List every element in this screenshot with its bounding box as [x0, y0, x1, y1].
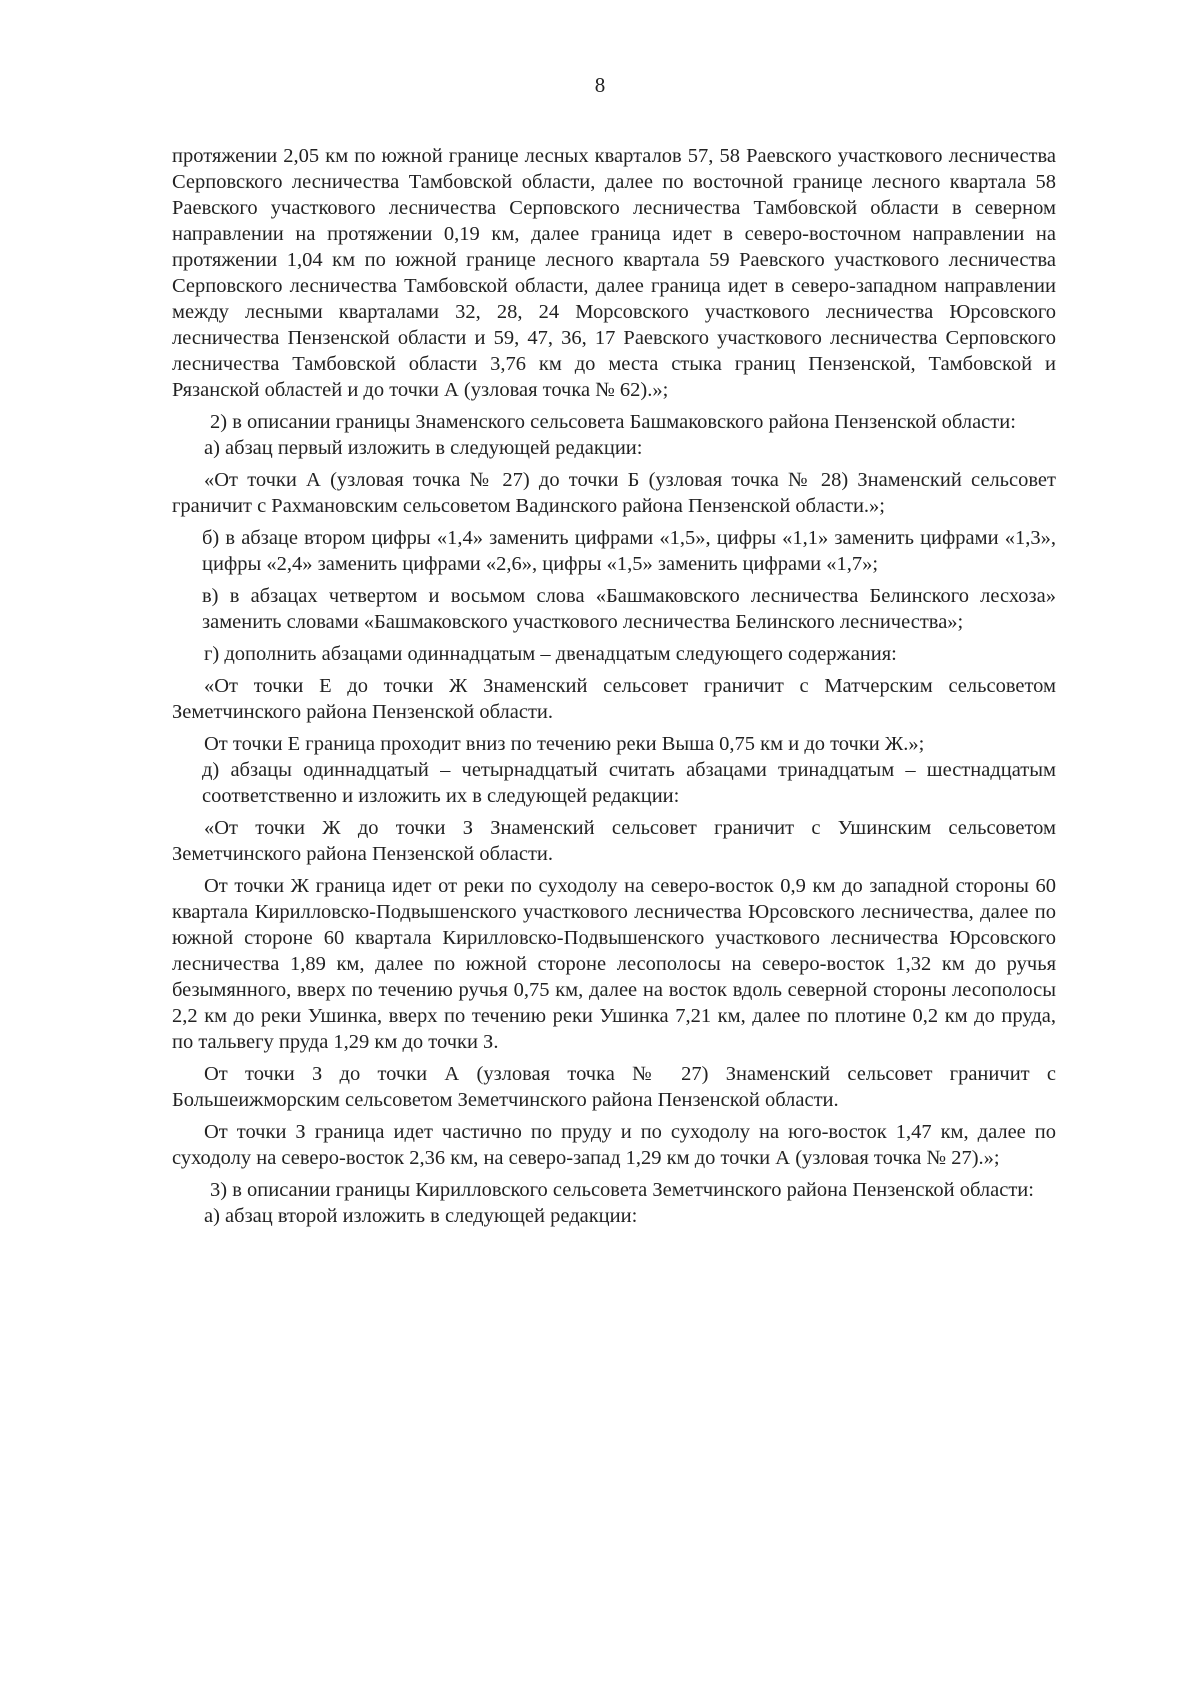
paragraph: в) в абзацах четвертом и восьмом слова «Башмаковского лесничества Белинского лесхоза» заменить словами «Башмаковского участкового лесничества Белинского лесничества»;: [202, 585, 1056, 633]
paragraph: 2) в описании границы Знаменского сельсовета Башмаковского района Пензенской области:: [210, 411, 1016, 433]
paragraph: д) абзацы одиннадцатый – четырнадцатый считать абзацами тринадцатым – шестнадцатым соответственно и изложить их в следующей редакции:: [202, 759, 1056, 807]
paragraph: г) дополнить абзацами одиннадцатым – двенадцатым следующего содержания:: [204, 643, 897, 665]
document-body: [172, 143, 1056, 1229]
paragraph: «От точки Ж до точки З Знаменский сельсовет граничит с Ушинским сельсоветом Земетчинского района Пензенской области.: [172, 817, 1056, 865]
page-number: 8: [594, 73, 606, 97]
paragraph: «От точки А (узловая точка № 27) до точки Б (узловая точка № 28) Знаменский сельсовет граничит с Рахмановским сельсоветом Вадинского района Пензенской области.»;: [172, 469, 1056, 517]
paragraph: протяжении 2,05 км по южной границе лесных кварталов 57, 58 Раевского участкового лесничества Серповского лесничества Тамбовской области, далее по восточной границе лесного квартала 58 Раевского участкового лесничества Серповского лесничества Тамбовской области в северном направлении на протяжении 0,19 км, далее граница идет в северо-восточном направлении на протяжении 1,04 км по южной границе лесного квартала 59 Раевского участкового лесничества Серповского лесничества Тамбовской области, далее граница идет в северо-западном направлении между лесными кварталами 32, 28, 24 Морсовского участкового лесничества Юрсовского лесничества Пензенской области и 59, 47, 36, 17 Раевского участкового лесничества Серповского лесничества Тамбовской области 3,76 км до места стыка границ Пензенской, Тамбовской и Рязанской областей и до точки А (узловая точка № 62).»;: [172, 145, 1056, 401]
paragraph: От точки З до точки А (узловая точка № 27) Знаменский сельсовет граничит с Большеижморским сельсоветом Земетчинского района Пензенской области.: [172, 1063, 1056, 1111]
paragraph: а) абзац первый изложить в следующей редакции:: [204, 437, 643, 459]
paragraph: «От точки Е до точки Ж Знаменский сельсовет граничит с Матчерским сельсоветом Земетчинского района Пензенской области.: [172, 675, 1056, 723]
paragraph: От точки Ж граница идет от реки по суходолу на северо-восток 0,9 км до западной стороны 60 квартала Кирилловско-Подвышенского участкового лесничества Юрсовского лесничества, далее по южной стороне 60 квартала Кирилловско-Подвышенского участкового лесничества Юрсовского лесничества 1,89 км, далее по южной стороне лесополосы на северо-восток 1,32 км до ручья безымянного, вверх по течению ручья 0,75 км, далее на восток вдоль северной стороны лесополосы 2,2 км до реки Ушинка, вверх по течению реки Ушинка 7,21 км, далее по плотине 0,2 км до пруда, по тальвегу пруда 1,29 км до точки З.: [172, 875, 1056, 1053]
paragraph: б) в абзаце втором цифры «1,4» заменить цифрами «1,5», цифры «1,1» заменить цифрами «1,3», цифры «2,4» заменить цифрами «2,6», цифры «1,5» заменить цифрами «1,7»;: [202, 527, 1056, 575]
paragraph: От точки Е граница проходит вниз по течению реки Выша 0,75 км и до точки Ж.»;: [204, 733, 925, 755]
paragraph: 3) в описании границы Кирилловского сельсовета Земетчинского района Пензенской области:: [210, 1179, 1034, 1201]
paragraph: а) абзац второй изложить в следующей редакции:: [204, 1205, 638, 1227]
paragraph: От точки З граница идет частично по пруду и по суходолу на юго-восток 1,47 км, далее по суходолу на северо-восток 2,36 км, на северо-запад 1,29 км до точки А (узловая точка № 27).»;: [172, 1121, 1056, 1169]
